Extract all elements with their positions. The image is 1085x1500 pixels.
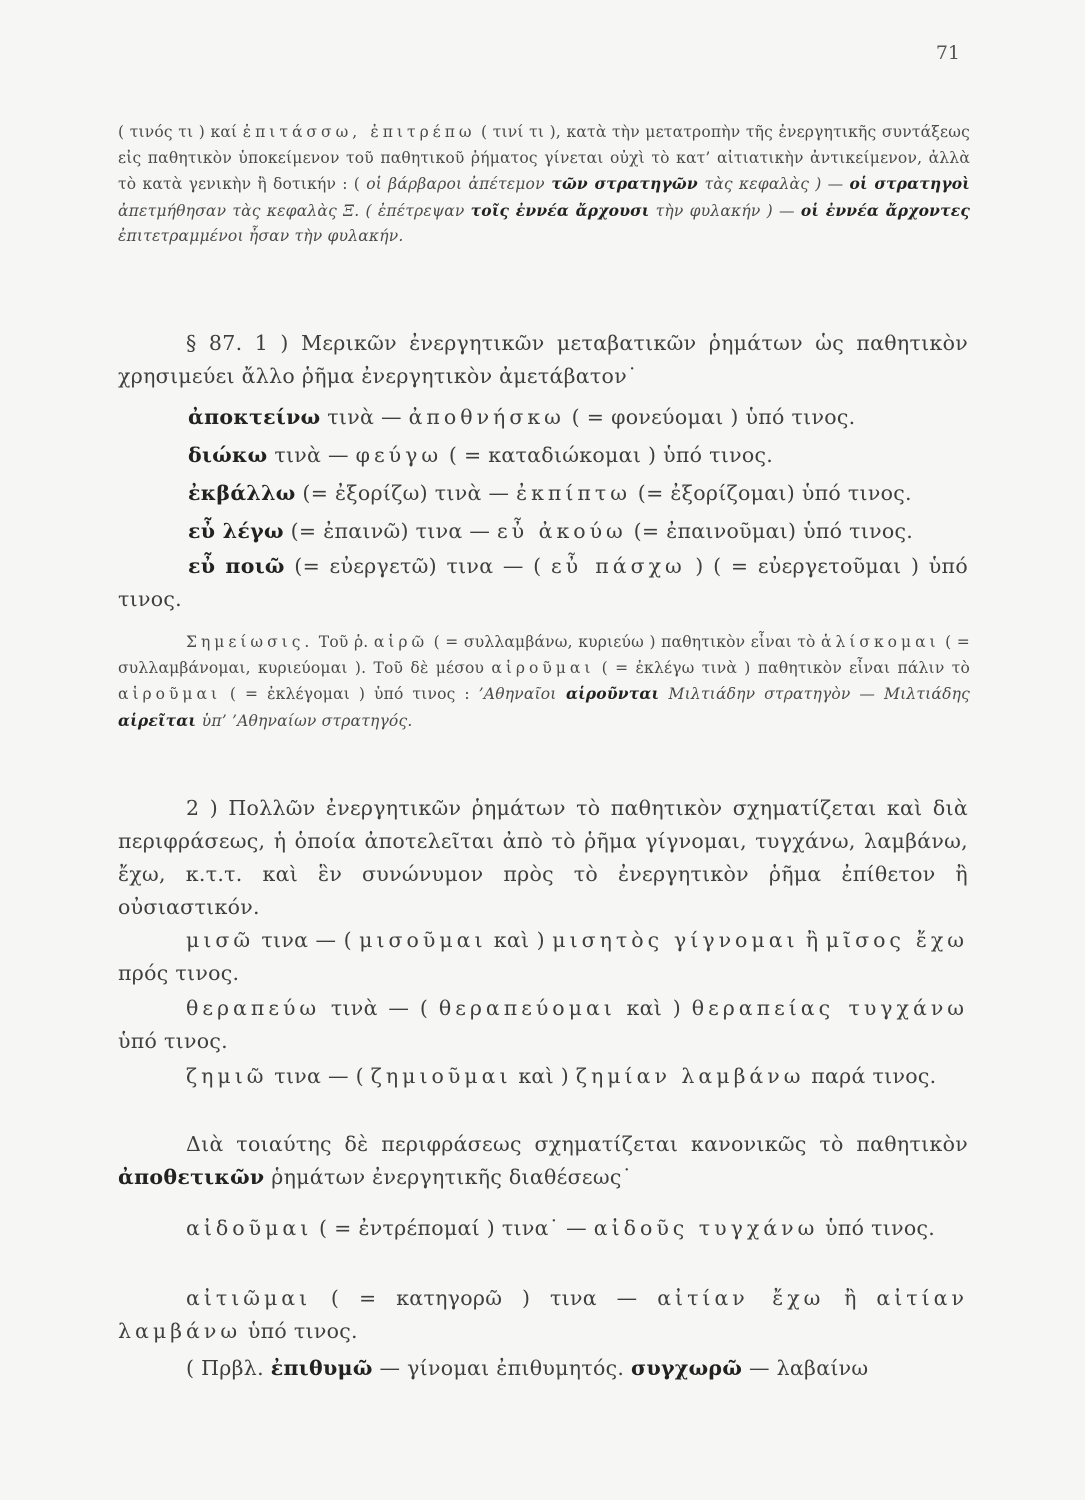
example-row — [188, 512, 968, 550]
verb-spaced: αἰτιῶμαι — [186, 1286, 312, 1310]
section-2-example-2 — [118, 992, 968, 1058]
example-text: ( = ἐντρέπομαί ) τινα˙ — — [312, 1216, 594, 1240]
term-bold: ἀποθετικῶν — [118, 1165, 265, 1189]
example-text: τινὰ — ( — [320, 996, 439, 1020]
note-word: αἱροῦμαι — [118, 685, 222, 703]
section-2-example-5 — [118, 1282, 968, 1348]
note-paragraph — [118, 630, 970, 734]
intro-example: τὰς κεφαλὰς ) — — [704, 175, 850, 193]
intro-emphasis: τῶν στρατηγῶν — [544, 174, 705, 193]
example-text: ἢ — [798, 928, 826, 952]
verb-bold: εὖ ποιῶ — [188, 554, 285, 578]
verb-spaced: ζημίαν λαμβάνω — [575, 1064, 805, 1088]
example-text: καὶ ) — [615, 996, 692, 1020]
example-text: (= ἐπαινοῦμαι) ὑπό τινος. — [626, 519, 914, 543]
intro-emphasis: οἱ ἐννέα ἄρχοντες — [800, 200, 970, 220]
example-row — [188, 474, 968, 512]
note-text: Τοῦ ῥ. — [313, 633, 374, 651]
example-text: τινα — ( — [254, 928, 360, 952]
verb-spaced: μῖσος ἔχω — [825, 928, 969, 952]
note-example: ὑπ’ ’Αθηναίων στρατηγός. — [201, 711, 413, 730]
example-text: ( = κατηγορῶ ) τινα — — [311, 1286, 658, 1310]
verb-bold: εὖ λέγω — [188, 519, 284, 543]
example-text: ( = φονεύομαι ) ὑπό τινος. — [564, 405, 856, 429]
example-text: ὑπό τινος. — [241, 1319, 358, 1343]
intro-example: τὴν φυλακήν ) — — [649, 201, 801, 220]
verb-spaced: αἰδοῦς τυγχάνω — [593, 1216, 819, 1240]
note-word: αἱρῶ — [373, 633, 429, 651]
note-example: Μιλτιάδην στρατηγὸν — Μιλτιάδης — [668, 685, 971, 703]
verb-bold: ἀποκτείνω — [188, 405, 321, 429]
note-text: ( = ἐκλέγω τινὰ ) παθητικὸν εἶναι πάλιν τὸ — [594, 658, 970, 677]
verb-spaced: ἀποθνήσκω — [408, 405, 565, 429]
verb-spaced: αἰτίαν ἔχω — [657, 1286, 825, 1310]
example-text: ὑπό τινος. — [818, 1216, 936, 1240]
example-text: ( = καταδιώκομαι ) ὑπό τινος. — [442, 443, 774, 467]
verb-spaced: αἰδοῦμαι — [186, 1216, 313, 1240]
section-87-heading: § 87. 1 ) Μερικῶν ἐνεργητικῶν μεταβατικῶν ῥημάτων ὡς παθητικὸν χρησιμεύει ἄλλο ῥῆμα ἐνεργητικὸν ἀμετάβατον˙ — [118, 331, 968, 388]
verb-spaced: ζημιοῦμαι — [370, 1064, 512, 1088]
note-word: αἱροῦμαι — [491, 658, 595, 677]
section-87-list — [188, 398, 968, 550]
example-row — [188, 398, 968, 436]
verb-spaced: μισῶ — [186, 928, 255, 952]
verb-spaced: ζημιῶ — [186, 1064, 268, 1088]
example-text: πρός τινος. — [118, 961, 240, 985]
intro-example: ἀπετμήθησαν τὰς κεφαλὰς Ξ. ( ἐπέτρεψαν — [118, 201, 471, 220]
page-number: 71 — [935, 42, 960, 64]
verb-bold: διώκω — [188, 443, 268, 467]
example-text: ἢ — [824, 1286, 877, 1310]
verb-spaced: μισοῦμαι — [359, 928, 487, 952]
section-2-paragraph: 2 ) Πολλῶν ἐνεργητικῶν ῥημάτων τὸ παθητικὸν σχηματίζεται καὶ διὰ περιφράσεως, ἡ ὁποία ἀποτελεῖται ἀπὸ τὸ ῥῆμα γίγνομαι, τυγχάνω, λαμβάνω, ἔχω, κ.τ.τ. καὶ ἓν συνώνυμον πρὸς τὸ ἐνεργητικὸν ῥῆμα ἐπίθετον ἢ οὐσιαστικόν. — [118, 796, 968, 919]
example-text: (= ἐπαινῶ) τινα — — [283, 519, 497, 543]
verb-spaced: μισητὸς γίγνομαι — [552, 928, 799, 952]
intro-example: ἐπιτετραμμένοι ἦσαν τὴν φυλακήν. — [118, 227, 404, 245]
note-emphasis: αἱροῦνται — [556, 684, 669, 703]
verb-bold: ἐκβάλλω — [188, 481, 296, 505]
example-row-5 — [118, 550, 968, 616]
section-2-example-3 — [118, 1060, 968, 1093]
example-text: (= ἐξορίζω) τινὰ — — [295, 481, 517, 505]
example-text: τινα — ( — [267, 1064, 371, 1088]
verb-spaced: θεραπεύομαι — [438, 996, 616, 1020]
paragraph-text: ῥημάτων ἐνεργητικῆς διαθέσεως˙ — [264, 1165, 633, 1189]
term-bold: ἐπιθυμῶ — [270, 1356, 373, 1380]
example-text: καὶ ) — [486, 928, 553, 952]
verb-spaced: θεραπεύω — [186, 996, 321, 1020]
term-bold: συγχωρῶ — [631, 1356, 743, 1380]
verb-spaced: εὖ ἀκούω — [497, 519, 627, 543]
intro-example: οἱ βάρβαροι ἀπέτεμον — [366, 175, 545, 193]
example-text: (= εὐεργετῶ) τινα — ( — [284, 554, 551, 578]
last-text: — λαβαίνω — [742, 1356, 869, 1380]
note-text: ( = ἐκλέγομαι ) ὑπό τινος : — [221, 685, 479, 703]
example-text: ) ( = εὐεργετοῦμαι ) ὑπό τινος. — [118, 554, 968, 611]
verb-spaced: εὖ πάσχω — [551, 554, 686, 578]
last-line — [118, 1352, 968, 1385]
paragraph-text: Διὰ τοιαύτης δὲ περιφράσεως σχηματίζεται κανονικῶς τὸ παθητικὸν — [186, 1132, 968, 1156]
verb-spaced: ἐκπίπτω — [516, 481, 631, 505]
example-row — [188, 436, 968, 474]
example-text: τινὰ — — [267, 443, 356, 467]
section-2-example-4 — [118, 1212, 968, 1245]
intro-text: ( τινί τι ), κατὰ τὴν μετατροπὴν τῆς ἐνεργητικῆς συντάξεως εἰς παθητικὸν ὑποκείμενον τοῦ παθητικοῦ ῥήματος γίνεται οὐχὶ τὸ κατ’ αἰτιατικὴν ἀντικείμενον, ἀλλὰ τὸ κατὰ γενικὴν ἢ δοτικήν : ( — [118, 123, 970, 193]
intro-emphasis: οἱ στρατηγοὶ — [849, 174, 971, 193]
last-text: ( Πρβλ. — [186, 1356, 271, 1380]
section-2-example-1 — [118, 924, 968, 990]
note-text: ( = συλλαμβάνω, κυριεύω ) παθητικὸν εἶναι τὸ — [428, 633, 822, 651]
example-text: (= ἐξορίζομαι) ὑπό τινος. — [630, 481, 912, 505]
note-emphasis: αἱρεῖται — [118, 710, 202, 730]
intro-text: ( τινός τι ) καί — [118, 123, 243, 141]
intro-verbs: ἐπιτάσσω, ἐπιτρέπω — [242, 123, 476, 141]
verb-spaced: αἰτίαν λαμβάνω — [118, 1286, 968, 1343]
verb-spaced: φεύγω — [355, 443, 443, 467]
example-text: ὑπό τινος. — [118, 1029, 228, 1053]
note-text: ( = συλλαμβάνομαι, κυριεύομαι ). Τοῦ δὲ μέσου — [118, 633, 970, 677]
verb-spaced: θεραπείας τυγχάνω — [691, 996, 968, 1020]
example-text: παρά τινος. — [804, 1064, 937, 1088]
note-example: ’Αθηναῖοι — [478, 685, 557, 703]
note-label: Σημείωσις. — [186, 633, 314, 651]
example-text: τινὰ — — [320, 405, 409, 429]
intro-emphasis: τοῖς ἐννέα ἄρχουσι — [470, 200, 650, 220]
last-text: — γίνομαι ἐπιθυμητός. — [372, 1356, 632, 1380]
section-2-paragraph-deponent — [118, 1128, 968, 1194]
intro-paragraph — [118, 120, 970, 250]
example-text: καὶ ) — [511, 1064, 576, 1088]
note-word: ἁλίσκομαι — [821, 633, 940, 651]
